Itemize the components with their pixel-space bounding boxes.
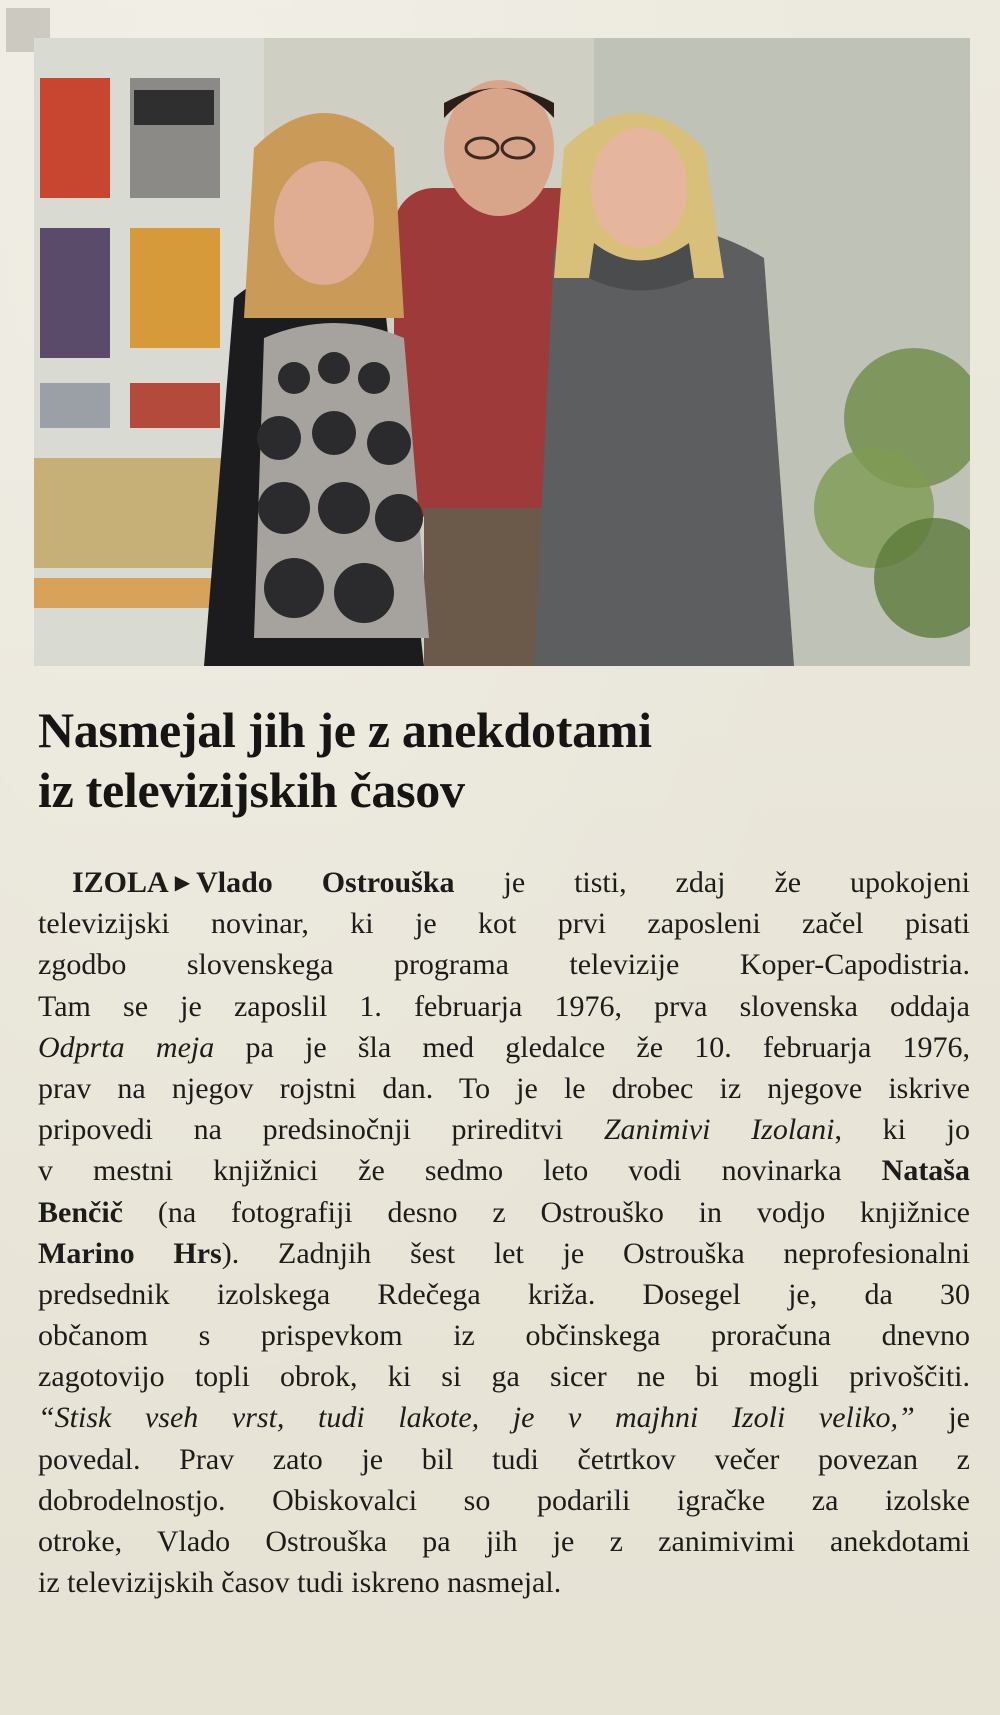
article-line: povedal. Prav zato je bil tudi četrtkov večer povezan z xyxy=(38,1442,970,1476)
dateline: IZOLA xyxy=(72,866,169,899)
article-line: zgodbo slovenskega programa televizije Koper-Capodistria. xyxy=(38,948,970,982)
article-line: Marino Hrs). Zadnjih šest let je Ostrouška neprofesionalni xyxy=(38,1236,971,1270)
article-body xyxy=(38,862,970,1603)
article-photo xyxy=(34,38,970,666)
article-line: v mestni knjižnici že sedmo leto vodi novinarka Nataša xyxy=(38,1154,970,1188)
article-headline xyxy=(38,700,938,820)
article-line: prav na njegov rojstni dan. To je le drobec iz njegove iskrive xyxy=(38,1071,970,1105)
headline-line-1: Nasmejal jih je z anekdotami xyxy=(38,702,652,758)
article-line: dobrodelnostjo. Obiskovalci so podarili igračke za izolske xyxy=(38,1483,970,1517)
triangle-right-icon: ▶ xyxy=(174,872,191,894)
article-line: IZOLA ▶ Vlado Ostrouška je tisti, zdaj že upokojeni xyxy=(38,862,970,903)
article-line: zagotovijo topli obrok, ki si ga sicer ne bi mogli privoščiti. xyxy=(38,1360,970,1394)
article-line: otroke, Vlado Ostrouška pa jih je z zanimivimi anekdotami xyxy=(38,1525,970,1558)
article-line: Benčič (na fotografiji desno z Ostrouško in vodjo knjižnice xyxy=(38,1195,970,1229)
photo-illustration xyxy=(34,38,970,666)
article-line: Tam se je zaposlil 1. februarja 1976, prva slovenska oddaja xyxy=(38,989,970,1023)
article-line: Odprta meja pa je šla med gledalce že 10. februarja 1976, xyxy=(38,1030,970,1064)
article-line: televizijski novinar, ki je kot prvi zaposleni začel pisati xyxy=(38,907,970,941)
article-line: pripovedi na predsinočnji prireditvi Zanimivi Izolani, ki jo xyxy=(38,1113,970,1147)
article-line: “Stisk vseh vrst, tudi lakote, je v majhni Izoli veliko,” je xyxy=(38,1401,970,1435)
headline-line-2: iz televizijskih časov xyxy=(38,762,465,818)
article-line: iz televizijskih časov tudi iskreno nasmejal. xyxy=(38,1566,562,1600)
article-line: predsednik izolskega Rdečega križa. Dosegel je, da 30 xyxy=(38,1277,970,1311)
article-line: občanom s prispevkom iz občinskega proračuna dnevno xyxy=(38,1319,970,1353)
